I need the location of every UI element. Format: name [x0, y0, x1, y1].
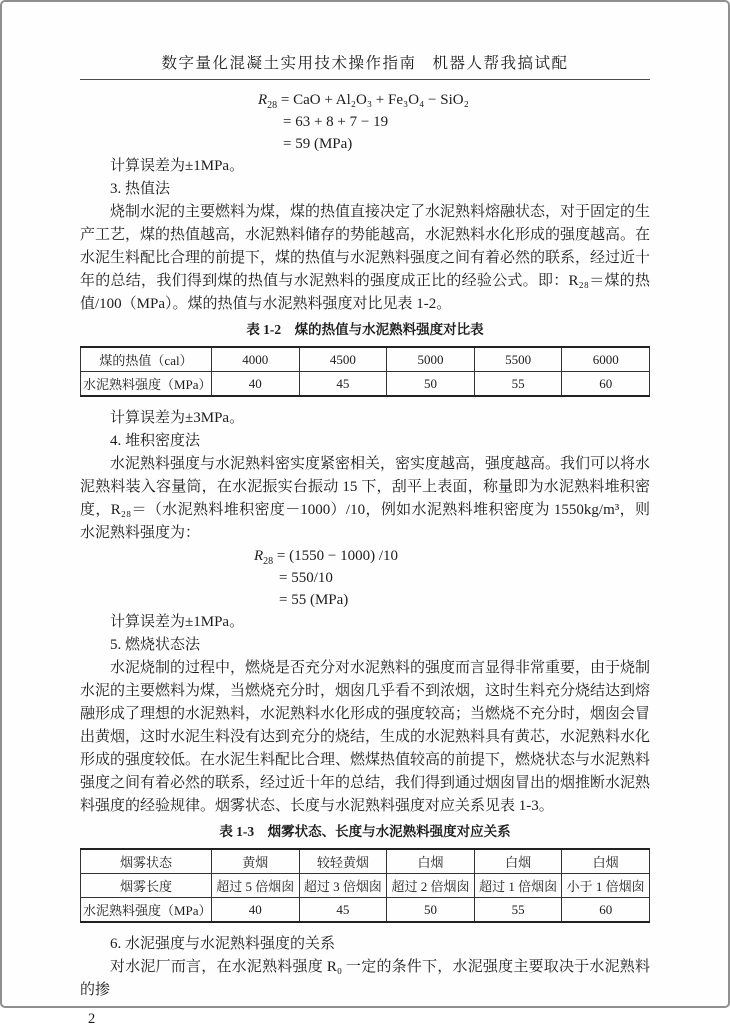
book-subtitle: 机器人帮我搞试配 [432, 55, 569, 72]
section-heading-4: 4. 堆积密度法 [110, 433, 201, 449]
formula-variable-subscript: 28 [267, 100, 278, 111]
table-cell: 烟雾状态 [81, 849, 212, 874]
table-cell: 超过 1 倍烟囱 [474, 874, 562, 898]
formula-variable: R [254, 548, 264, 564]
section-5-paragraph: 水泥烧制的过程中，燃烧是否充分对水泥熟料的强度而言显得非常重要，由于烧制水泥的主要燃料为煤，当燃烧充分时，烟囱几乎看不到浓烟，这时生料充分烧结达到熔融形成了理想的水泥熟料，水泥熟料水化形成的强度较高；当燃烧不充分时，烟囱会冒出黄烟，这时水泥生料没有达到充分的烧结，生成的水泥熟料具有黄芯，水泥熟料水化形成的强度较低。在水泥生料配比合理、燃煤热值较高的前提下，燃烧状态与水泥熟料强度之间有着必然的联系，经过近十年的总结，我们得到通过烟囱冒出的烟推断水泥熟料强度的经验规律。烟雾状态、长度与水泥熟料强度对应关系见表 1-3。 [80, 660, 651, 814]
section-heading-6: 6. 水泥强度与水泥熟料强度的关系 [110, 936, 336, 952]
table-cell: 白烟 [474, 849, 562, 874]
table-1-2-caption: 表 1-2 煤的热值与水泥熟料强度对比表 [246, 322, 484, 337]
table-cell: 45 [299, 372, 387, 397]
formula-bulk-density [254, 545, 650, 611]
table-cell: 60 [562, 372, 650, 397]
formula-line-2: = 63 + 8 + 7 − 19 [283, 114, 389, 130]
table-cell: 40 [212, 372, 300, 397]
formula-line-3: = 55 (MPa) [279, 592, 349, 608]
table-cell: 白烟 [387, 849, 475, 874]
formula-line-1 [254, 545, 650, 567]
table-cell: 黄烟 [212, 849, 300, 874]
formula-variable: R [258, 92, 268, 108]
table-cell: 小于 1 倍烟囱 [562, 874, 650, 898]
book-title: 数字量化混凝土实用技术操作指南 [161, 55, 417, 72]
table-cell: 超过 3 倍烟囱 [299, 874, 387, 898]
section-6-paragraph: 对水泥厂而言，在水泥熟料强度 R₀ 一定的条件下，水泥强度主要取决于水泥熟料的掺 [80, 959, 650, 998]
table-cell: 4000 [212, 347, 300, 372]
table-cell: 6000 [562, 347, 650, 372]
calc-error-note-1: 计算误差为±1MPa。 [110, 158, 245, 174]
formula-line-1 [258, 89, 650, 111]
table-cell: 水泥熟料强度（MPa） [81, 372, 212, 397]
table-cell: 4500 [299, 347, 387, 372]
table-cell: 较轻黄烟 [299, 849, 387, 874]
table-cell: 50 [387, 372, 475, 397]
section-3-paragraph: 烧制水泥的主要燃料为煤，煤的热值直接决定了水泥熟料熔融状态，对于固定的生产工艺，煤的热值越高，水泥熟料储存的势能越高，水泥熟料水化形成的强度越高。在水泥生料配比合理的前提下，煤的热值与水泥熟料强度之间有着必然的联系，经过近十年的总结，我们得到煤的热值与水泥熟料的强度成正比的经验公式。即：R₂₈＝煤的热值/100（MPa）。煤的热值与水泥熟料强度对比见表 1-2。 [80, 204, 651, 312]
formula-clinker-composition [258, 89, 650, 155]
table-cell: 水泥熟料强度（MPa） [81, 898, 212, 923]
table-cell: 煤的热值（cal） [81, 347, 212, 372]
table-1-3-caption: 表 1-3 烟雾状态、长度与水泥熟料强度对应关系 [219, 824, 511, 839]
table-cell: 超过 5 倍烟囱 [212, 874, 300, 898]
formula-line-1-rest: = (1550 − 1000) /10 [273, 548, 398, 564]
table-cell: 50 [387, 898, 475, 923]
table-cell: 55 [474, 372, 562, 397]
calc-error-note-2: 计算误差为±3MPa。 [110, 410, 245, 426]
page-content [2, 2, 728, 1030]
section-4-paragraph: 水泥熟料强度与水泥熟料密实度紧密相关，密实度越高，强度越高。我们可以将水泥熟料装入容量筒，在水泥振实台振动 15 下，刮平上表面，称量即为水泥熟料堆积密度，R₂₈＝（水泥熟料堆积密度－1000）/10，例如水泥熟料堆积密度为 1550kg/m³，则水泥熟料强度为： [80, 456, 651, 541]
table-cell: 55 [474, 898, 562, 923]
formula-line-3: = 59 (MPa) [283, 136, 353, 152]
formula-line-2: = 550/10 [279, 570, 333, 586]
table-cell: 45 [299, 898, 387, 923]
table-row [81, 372, 650, 397]
table-cell: 60 [562, 898, 650, 923]
table-1-2 [80, 346, 650, 397]
running-header [80, 54, 650, 74]
table-cell: 白烟 [562, 849, 650, 874]
calc-error-note-3: 计算误差为±1MPa。 [110, 614, 245, 630]
table-cell: 5500 [474, 347, 562, 372]
header-rule [80, 79, 650, 80]
table-1-3-block [80, 823, 650, 923]
table-row [81, 898, 650, 923]
formula-variable-subscript: 28 [263, 556, 274, 567]
table-cell: 5000 [387, 347, 475, 372]
section-heading-5: 5. 燃烧状态法 [110, 637, 201, 653]
table-row [81, 874, 650, 898]
page-number: 2 [88, 1011, 96, 1027]
table-row [81, 347, 650, 372]
table-cell: 40 [212, 898, 300, 923]
formula-line-1-rest: = CaO + Al₂O₃ + Fe₃O₄ − SiO₂ [277, 92, 469, 108]
table-1-2-block [80, 321, 650, 397]
table-1-3 [80, 848, 650, 923]
table-cell: 烟雾长度 [81, 874, 212, 898]
section-heading-3: 3. 热值法 [110, 181, 171, 197]
table-cell: 超过 2 倍烟囱 [387, 874, 475, 898]
table-row [81, 849, 650, 874]
